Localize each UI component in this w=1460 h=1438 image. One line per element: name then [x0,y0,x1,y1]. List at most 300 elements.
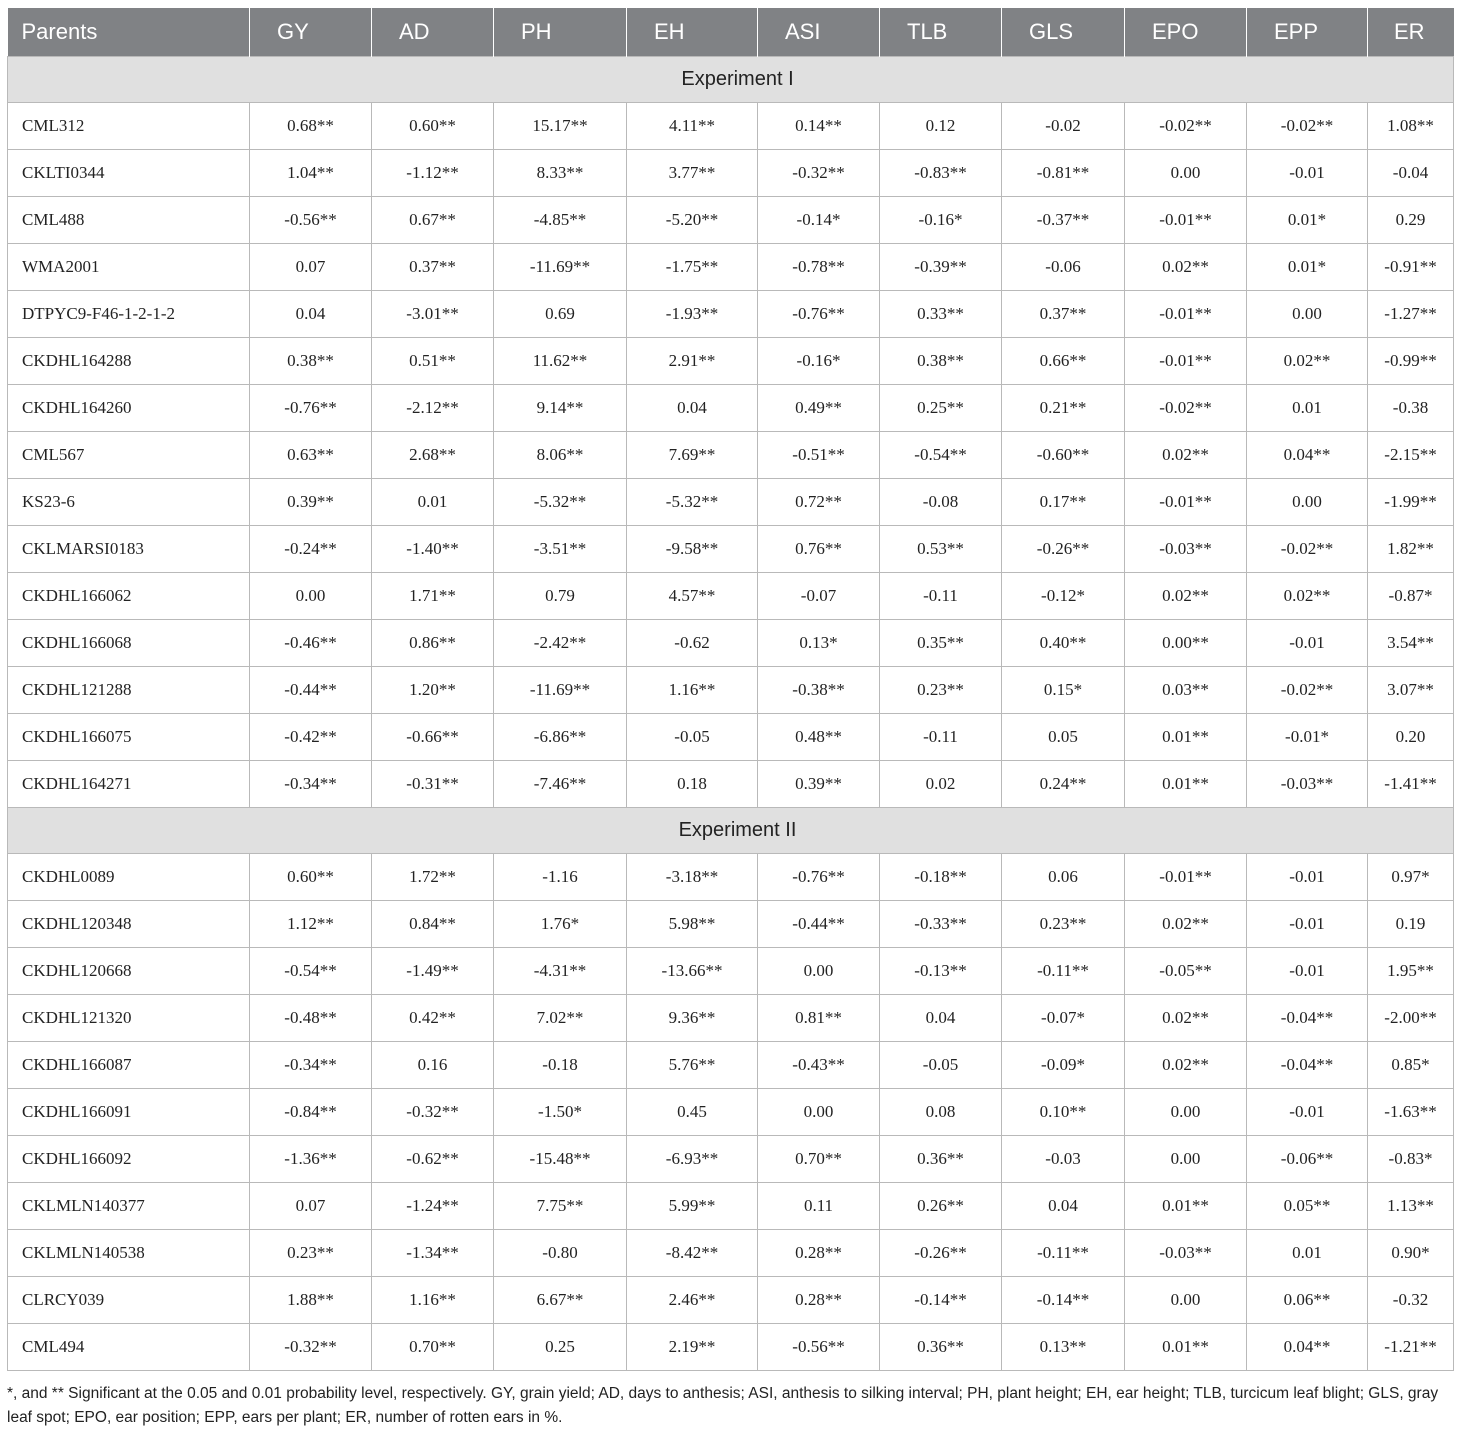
value-cell-epo: 0.00 [1125,1135,1247,1182]
value-cell-asi: -0.16* [758,337,880,384]
value-cell-gy: 0.60** [250,853,372,900]
value-cell-tlb: 0.53** [880,525,1002,572]
value-cell-tlb: 0.35** [880,619,1002,666]
value-cell-gls: -0.02 [1002,102,1125,149]
value-cell-ph: 0.79 [494,572,627,619]
value-cell-gls: -0.11** [1002,947,1125,994]
value-cell-epo: -0.05** [1125,947,1247,994]
value-cell-eh: 4.11** [627,102,758,149]
value-cell-ad: -0.32** [372,1088,494,1135]
value-cell-ad: -3.01** [372,290,494,337]
value-cell-asi: -0.07 [758,572,880,619]
value-cell-gy: 1.12** [250,900,372,947]
value-cell-gls: -0.11** [1002,1229,1125,1276]
value-cell-ph: -1.16 [494,853,627,900]
value-cell-tlb: -0.39** [880,243,1002,290]
table-row [8,666,1454,713]
value-cell-er: 0.90* [1368,1229,1454,1276]
value-cell-eh: 4.57** [627,572,758,619]
parent-name-cell: CKDHL0089 [8,853,250,900]
value-cell-asi: -0.51** [758,431,880,478]
value-cell-eh: 2.91** [627,337,758,384]
value-cell-er: 0.20 [1368,713,1454,760]
value-cell-tlb: -0.16* [880,196,1002,243]
value-cell-ad: 0.42** [372,994,494,1041]
table-row [8,619,1454,666]
value-cell-asi: 0.00 [758,947,880,994]
parent-name-cell: CKLMARSI0183 [8,525,250,572]
value-cell-epp: 0.02** [1247,572,1368,619]
value-cell-gls: -0.06 [1002,243,1125,290]
value-cell-ph: -0.18 [494,1041,627,1088]
value-cell-gy: 0.63** [250,431,372,478]
value-cell-er: -0.99** [1368,337,1454,384]
value-cell-tlb: 0.12 [880,102,1002,149]
value-cell-gy: 0.38** [250,337,372,384]
value-cell-asi: 0.13* [758,619,880,666]
table-row [8,1135,1454,1182]
value-cell-epo: -0.01** [1125,853,1247,900]
value-cell-gy: -0.24** [250,525,372,572]
value-cell-tlb: 0.36** [880,1135,1002,1182]
value-cell-tlb: -0.13** [880,947,1002,994]
value-cell-epo: 0.02** [1125,900,1247,947]
table-row [8,478,1454,525]
value-cell-ad: -1.12** [372,149,494,196]
value-cell-tlb: 0.23** [880,666,1002,713]
value-cell-gls: -0.81** [1002,149,1125,196]
value-cell-epo: 0.01** [1125,713,1247,760]
value-cell-epp: 0.05** [1247,1182,1368,1229]
value-cell-ad: -0.62** [372,1135,494,1182]
value-cell-epp: -0.01 [1247,1088,1368,1135]
value-cell-eh: -5.32** [627,478,758,525]
value-cell-tlb: -0.14** [880,1276,1002,1323]
value-cell-gy: -0.76** [250,384,372,431]
parent-name-cell: CKDHL166068 [8,619,250,666]
value-cell-ad: 0.37** [372,243,494,290]
value-cell-epo: 0.00 [1125,1276,1247,1323]
value-cell-asi: -0.56** [758,1323,880,1370]
value-cell-gy: -0.56** [250,196,372,243]
value-cell-eh: -0.05 [627,713,758,760]
value-cell-gy: -0.42** [250,713,372,760]
value-cell-asi: -0.44** [758,900,880,947]
value-cell-er: -0.04 [1368,149,1454,196]
column-header-epp: EPP [1247,8,1368,56]
value-cell-gy: -0.46** [250,619,372,666]
parent-name-cell: CKDHL121320 [8,994,250,1041]
parent-name-cell: WMA2001 [8,243,250,290]
value-cell-er: 0.97* [1368,853,1454,900]
value-cell-gy: 0.04 [250,290,372,337]
value-cell-ad: 0.84** [372,900,494,947]
table-body [8,56,1454,1370]
value-cell-ad: -0.31** [372,760,494,807]
value-cell-eh: -0.62 [627,619,758,666]
value-cell-epp: 0.01 [1247,384,1368,431]
value-cell-ph: -1.50* [494,1088,627,1135]
value-cell-ad: 1.72** [372,853,494,900]
parent-name-cell: CML312 [8,102,250,149]
value-cell-asi: 0.11 [758,1182,880,1229]
value-cell-epo: 0.01** [1125,1323,1247,1370]
value-cell-gy: -0.84** [250,1088,372,1135]
value-cell-ph: 9.14** [494,384,627,431]
parent-name-cell: CKDHL166062 [8,572,250,619]
value-cell-gy: 0.23** [250,1229,372,1276]
table-row [8,853,1454,900]
value-cell-ph: 15.17** [494,102,627,149]
section-row [8,56,1454,102]
value-cell-gy: -0.34** [250,1041,372,1088]
parent-name-cell: CKDHL166091 [8,1088,250,1135]
parent-name-cell: CKDHL164288 [8,337,250,384]
parent-name-cell: CKDHL121288 [8,666,250,713]
parent-name-cell: CKDHL164271 [8,760,250,807]
table-row [8,525,1454,572]
value-cell-eh: 3.77** [627,149,758,196]
value-cell-epp: 0.00 [1247,290,1368,337]
value-cell-er: -0.32 [1368,1276,1454,1323]
value-cell-epp: 0.04** [1247,431,1368,478]
value-cell-gls: 0.21** [1002,384,1125,431]
value-cell-tlb: -0.26** [880,1229,1002,1276]
value-cell-tlb: 0.38** [880,337,1002,384]
value-cell-eh: 1.16** [627,666,758,713]
value-cell-asi: 0.81** [758,994,880,1041]
value-cell-ph: 7.02** [494,994,627,1041]
parent-name-cell: CML567 [8,431,250,478]
value-cell-eh: 2.19** [627,1323,758,1370]
value-cell-gls: 0.66** [1002,337,1125,384]
value-cell-gy: 1.04** [250,149,372,196]
value-cell-ph: -2.42** [494,619,627,666]
value-cell-gls: 0.24** [1002,760,1125,807]
value-cell-epp: -0.04** [1247,994,1368,1041]
value-cell-ph: -11.69** [494,666,627,713]
value-cell-er: 1.95** [1368,947,1454,994]
value-cell-tlb: -0.11 [880,572,1002,619]
value-cell-epo: 0.01** [1125,1182,1247,1229]
value-cell-ad: 2.68** [372,431,494,478]
value-cell-asi: 0.39** [758,760,880,807]
value-cell-epp: -0.02** [1247,666,1368,713]
value-cell-asi: -0.78** [758,243,880,290]
value-cell-epp: 0.01 [1247,1229,1368,1276]
value-cell-asi: 0.48** [758,713,880,760]
value-cell-er: 1.08** [1368,102,1454,149]
column-header-ph: PH [494,8,627,56]
parent-name-cell: CKLMLN140377 [8,1182,250,1229]
value-cell-epo: -0.02** [1125,102,1247,149]
value-cell-tlb: 0.33** [880,290,1002,337]
value-cell-epo: 0.02** [1125,994,1247,1041]
value-cell-gls: 0.40** [1002,619,1125,666]
value-cell-er: -2.00** [1368,994,1454,1041]
value-cell-eh: -9.58** [627,525,758,572]
value-cell-eh: 5.76** [627,1041,758,1088]
value-cell-tlb: 0.25** [880,384,1002,431]
value-cell-ad: -1.49** [372,947,494,994]
value-cell-tlb: -0.11 [880,713,1002,760]
value-cell-gy: 0.07 [250,243,372,290]
parent-name-cell: CKDHL164260 [8,384,250,431]
section-row [8,807,1454,853]
column-header-gls: GLS [1002,8,1125,56]
value-cell-epo: -0.01** [1125,478,1247,525]
value-cell-eh: -13.66** [627,947,758,994]
value-cell-tlb: -0.05 [880,1041,1002,1088]
value-cell-ph: -11.69** [494,243,627,290]
value-cell-ph: 1.76* [494,900,627,947]
value-cell-epo: 0.02** [1125,1041,1247,1088]
value-cell-epo: 0.00 [1125,149,1247,196]
parent-name-cell: DTPYC9-F46-1-2-1-2 [8,290,250,337]
table-row [8,947,1454,994]
value-cell-gy: 0.39** [250,478,372,525]
value-cell-ph: -5.32** [494,478,627,525]
value-cell-gls: 0.23** [1002,900,1125,947]
value-cell-ad: 0.86** [372,619,494,666]
value-cell-epo: 0.02** [1125,572,1247,619]
column-header-er: ER [1368,8,1454,56]
value-cell-ad: -1.34** [372,1229,494,1276]
value-cell-gls: -0.07* [1002,994,1125,1041]
column-header-ad: AD [372,8,494,56]
value-cell-asi: -0.43** [758,1041,880,1088]
value-cell-asi: -0.32** [758,149,880,196]
value-cell-eh: -5.20** [627,196,758,243]
value-cell-epp: -0.01 [1247,149,1368,196]
value-cell-er: -1.41** [1368,760,1454,807]
column-header-asi: ASI [758,8,880,56]
value-cell-ad: 0.01 [372,478,494,525]
value-cell-epp: -0.04** [1247,1041,1368,1088]
value-cell-ph: 8.06** [494,431,627,478]
value-cell-ad: 1.71** [372,572,494,619]
value-cell-ph: -3.51** [494,525,627,572]
parent-name-cell: CKLMLN140538 [8,1229,250,1276]
table-row [8,196,1454,243]
value-cell-ph: 0.25 [494,1323,627,1370]
value-cell-ph: 0.69 [494,290,627,337]
table-row [8,1323,1454,1370]
value-cell-asi: 0.28** [758,1276,880,1323]
value-cell-epp: -0.02** [1247,102,1368,149]
value-cell-gy: -0.44** [250,666,372,713]
value-cell-epo: -0.03** [1125,1229,1247,1276]
value-cell-tlb: 0.08 [880,1088,1002,1135]
value-cell-tlb: 0.02 [880,760,1002,807]
value-cell-ph: -0.80 [494,1229,627,1276]
value-cell-gy: 1.88** [250,1276,372,1323]
value-cell-gls: -0.60** [1002,431,1125,478]
value-cell-epo: -0.01** [1125,196,1247,243]
value-cell-gls: 0.13** [1002,1323,1125,1370]
table-row [8,1088,1454,1135]
parent-name-cell: CKDHL120348 [8,900,250,947]
value-cell-ph: -6.86** [494,713,627,760]
value-cell-er: -1.63** [1368,1088,1454,1135]
value-cell-tlb: -0.54** [880,431,1002,478]
value-cell-epp: -0.01 [1247,900,1368,947]
table-row [8,149,1454,196]
column-header-epo: EPO [1125,8,1247,56]
parent-name-cell: CML488 [8,196,250,243]
value-cell-ad: 0.70** [372,1323,494,1370]
value-cell-er: -1.27** [1368,290,1454,337]
table-row [8,713,1454,760]
value-cell-gls: 0.10** [1002,1088,1125,1135]
table-row [8,243,1454,290]
value-cell-epp: 0.04** [1247,1323,1368,1370]
column-header-gy: GY [250,8,372,56]
value-cell-epp: 0.00 [1247,478,1368,525]
value-cell-gy: 0.00 [250,572,372,619]
value-cell-eh: -8.42** [627,1229,758,1276]
value-cell-eh: 2.46** [627,1276,758,1323]
table-row [8,102,1454,149]
table-row [8,431,1454,478]
value-cell-epp: -0.01 [1247,619,1368,666]
value-cell-ad: -1.24** [372,1182,494,1229]
value-cell-epo: 0.00** [1125,619,1247,666]
value-cell-gls: -0.26** [1002,525,1125,572]
value-cell-tlb: 0.26** [880,1182,1002,1229]
table-row [8,1276,1454,1323]
value-cell-ph: 7.75** [494,1182,627,1229]
value-cell-ph: -7.46** [494,760,627,807]
value-cell-epo: 0.02** [1125,431,1247,478]
value-cell-epo: -0.02** [1125,384,1247,431]
value-cell-er: -0.83* [1368,1135,1454,1182]
value-cell-eh: 5.99** [627,1182,758,1229]
value-cell-epp: -0.03** [1247,760,1368,807]
table-row [8,1229,1454,1276]
value-cell-tlb: 0.36** [880,1323,1002,1370]
value-cell-epo: -0.01** [1125,337,1247,384]
value-cell-er: -0.91** [1368,243,1454,290]
table-row [8,900,1454,947]
value-cell-gls: 0.04 [1002,1182,1125,1229]
value-cell-epp: 0.01* [1247,243,1368,290]
table-footnote: *, and ** Significant at the 0.05 and 0.01 probability level, respectively. GY, grain yield; AD, days to anthesis; ASI, anthesis to silking interval; PH, plant height; EH, ear height; TLB, turcicum leaf blight; GLS, gray leaf spot; EPO, ear position; EPP, ears per plant; ER, number of rotten ears in %. [7,1385,1439,1426]
table-row [8,1182,1454,1229]
value-cell-tlb: 0.04 [880,994,1002,1041]
table-row [8,1041,1454,1088]
parent-name-cell: CKDHL166092 [8,1135,250,1182]
value-cell-gy: -0.32** [250,1323,372,1370]
parent-name-cell: CKLTI0344 [8,149,250,196]
value-cell-ph: 6.67** [494,1276,627,1323]
value-cell-eh: 5.98** [627,900,758,947]
value-cell-gls: -0.12* [1002,572,1125,619]
value-cell-asi: 0.70** [758,1135,880,1182]
value-cell-er: 3.54** [1368,619,1454,666]
value-cell-epo: -0.03** [1125,525,1247,572]
value-cell-ph: -4.85** [494,196,627,243]
value-cell-tlb: -0.18** [880,853,1002,900]
value-cell-gls: 0.05 [1002,713,1125,760]
value-cell-eh: -6.93** [627,1135,758,1182]
value-cell-asi: 0.49** [758,384,880,431]
table-row [8,337,1454,384]
table-row [8,290,1454,337]
value-cell-ad: 1.16** [372,1276,494,1323]
value-cell-epp: -0.06** [1247,1135,1368,1182]
value-cell-er: -0.38 [1368,384,1454,431]
value-cell-epp: 0.01* [1247,196,1368,243]
value-cell-asi: -0.38** [758,666,880,713]
column-header-eh: EH [627,8,758,56]
value-cell-eh: -1.75** [627,243,758,290]
value-cell-ad: 1.20** [372,666,494,713]
parent-name-cell: KS23-6 [8,478,250,525]
value-cell-gls: 0.37** [1002,290,1125,337]
parent-name-cell: CKDHL166087 [8,1041,250,1088]
value-cell-gy: -0.54** [250,947,372,994]
table-row [8,572,1454,619]
value-cell-gy: -0.34** [250,760,372,807]
value-cell-tlb: -0.08 [880,478,1002,525]
value-cell-gls: -0.03 [1002,1135,1125,1182]
value-cell-er: -2.15** [1368,431,1454,478]
value-cell-er: 0.29 [1368,196,1454,243]
value-cell-gy: 0.68** [250,102,372,149]
header-row [8,8,1454,56]
value-cell-ph: 8.33** [494,149,627,196]
value-cell-eh: 0.04 [627,384,758,431]
value-cell-ph: 11.62** [494,337,627,384]
value-cell-gls: 0.17** [1002,478,1125,525]
value-cell-eh: 0.18 [627,760,758,807]
value-cell-epp: -0.02** [1247,525,1368,572]
value-cell-eh: -1.93** [627,290,758,337]
value-cell-er: 3.07** [1368,666,1454,713]
value-cell-epo: 0.02** [1125,243,1247,290]
value-cell-gy: 0.07 [250,1182,372,1229]
table-row [8,760,1454,807]
value-cell-er: -1.99** [1368,478,1454,525]
value-cell-ad: -0.66** [372,713,494,760]
value-cell-er: 1.13** [1368,1182,1454,1229]
value-cell-ad: -2.12** [372,384,494,431]
value-cell-gls: -0.14** [1002,1276,1125,1323]
value-cell-ad: 0.16 [372,1041,494,1088]
parent-name-cell: CLRCY039 [8,1276,250,1323]
value-cell-gls: -0.09* [1002,1041,1125,1088]
value-cell-ad: -1.40** [372,525,494,572]
section-title: Experiment I [8,56,1454,102]
value-cell-asi: 0.14** [758,102,880,149]
value-cell-asi: -0.76** [758,290,880,337]
value-cell-asi: 0.72** [758,478,880,525]
value-cell-epp: 0.02** [1247,337,1368,384]
column-header-tlb: TLB [880,8,1002,56]
table-row [8,384,1454,431]
value-cell-asi: 0.28** [758,1229,880,1276]
value-cell-gy: -0.48** [250,994,372,1041]
value-cell-gls: -0.37** [1002,196,1125,243]
value-cell-eh: 0.45 [627,1088,758,1135]
value-cell-asi: -0.76** [758,853,880,900]
value-cell-er: -0.87* [1368,572,1454,619]
parent-name-cell: CKDHL166075 [8,713,250,760]
value-cell-er: -1.21** [1368,1323,1454,1370]
table-container [7,8,1453,1371]
value-cell-ad: 0.67** [372,196,494,243]
